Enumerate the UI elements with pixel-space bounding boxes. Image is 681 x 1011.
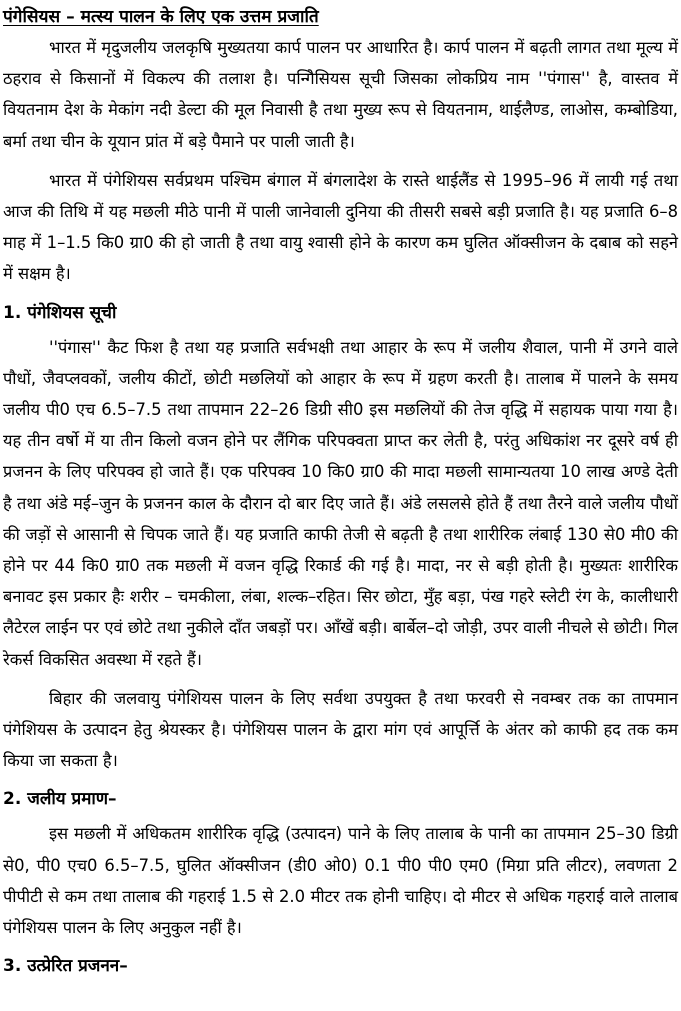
section-paragraph: इस मछली में अधिकतम शारीरिक वृद्धि (उत्पादन) पाने के लिए तालाब के पानी का तापमान 25–30 डिग्री से0, पी0 एच0 6.5–7.5, घुलित ऑक्सीजन (डी0 ओ0) 0.1 पी0 पी0 एम0 (मिग्रा प्रति लीटर), लवणता 2 पीपीटी से कम तथा तालाब की गहराई 1.5 से 2.0 मीटर तक होनी चाहिए। दो मीटर से अधिक गहराई वाले तालाब पंगेशियस पालन के लिए अनुकुल नहीं है। xyxy=(3,824,678,938)
section-induced-breeding xyxy=(3,951,678,981)
section-heading: 3. उत्प्रेरित प्रजनन– xyxy=(3,956,128,977)
intro-paragraph: भारत में मृदुजलीय जलकृषि मुख्यतया कार्प पालन पर आधारित है। कार्प पालन में बढ़ती लागत तथा मूल्य में ठहराव से किसानों में विकल्प की तलाश है। पन्गिेसियस सूची जिसका लोकप्रिय नाम ''पंगास'' है, वास्तव में वियतनाम देश के मेकांग नदी डेल्टा की मूल निवासी है तथा मुख्य रूप से वियतनाम, थाईलैण्ड, लाओस, कम्बोडिया, बर्मा तथा चीन के यूयान प्रांत में बड़े पैमाने पर पाली जाती है। xyxy=(3,38,678,151)
section-heading: 1. पंगेशियस सूची xyxy=(3,302,117,323)
section-heading: 2. जलीय प्रमाण– xyxy=(3,789,117,810)
intro-paragraph: भारत में पंगेशियस सर्वप्रथम पश्चिम बंगाल में बंगलादेश के रास्ते थाईलैंड से 1995–96 में लायी गई तथा आज की तिथि में यह मछली मीठे पानी में पाली जानेवाली दुनिया की तीसरी सबसे बड़ी प्रजाति है। यह प्रजाति 6–8 माह में 1–1.5 कि0 ग्रा0 की हो जाती है तथा वायु श्वासी होने के कारण कम घुलित ऑक्सीजन के दबाब को सहने में सक्षम है। xyxy=(3,170,678,284)
section-pangasius-sutchi xyxy=(3,298,678,777)
section-water-parameters xyxy=(3,784,678,943)
document-title: पंगेसियस – मत्स्य पालन के लिए एक उत्तम प्रजाति xyxy=(3,7,319,27)
section-paragraph: बिहार की जलवायु पंगेशियस पालन के लिए सर्वथा उपयुक्त है तथा फरवरी से नवम्बर तक का तापमान पंगेशियस के उत्पादन हेतु श्रेयस्कर है। पंगेशियस पालन के द्वारा मांग एवं आपूर्त्ति के अंतर को काफी हद तक कम किया जा सकता है। xyxy=(3,688,678,771)
section-paragraph: ''पंगास'' कैट फिश है तथा यह प्रजाति सर्वभक्षी तथा आहार के रूप में जलीय शैवाल, पानी में उगने वाले पौधों, जैवप्लवकों, जलीय कीटों, छोटी मछलियों को आहार के रूप में ग्रहण करती है। तालाब में पालने के समय जलीय पी0 एच 6.5–7.5 तथा तापमान 22–26 डिग्री सी0 इस मछलियों की तेज वृद्धि में सहायक पाया गया है। यह तीन वर्षो में या तीन किलो वजन होने पर लैंगिक परिपक्वता प्राप्त कर लेती है, परंतु अधिकांश नर दूसरे वर्ष ही प्रजनन के लिए परिपक्व हो जाते हैं। एक परिपक्व 10 कि0 ग्रा0 की मादा मछली सामान्यतया 10 लाख अण्डे देती है तथा अंडे मई–जुन के प्रजनन काल के दौरान दो बार दिए जाते हैं। अंडे लसलसे होते हैं तथा तैरने वाले जलीय पौधों की जड़ों से आसानी से चिपक जाते हैं। यह प्रजाति काफी तेजी से बढ़ती है तथा शारीरिक लंबाई 130 से0 मी0 की होने पर 44 कि0 ग्रा0 तक मछली में वजन वृद्धि रिकार्ड की गई है। मादा, नर से बड़ी होती है। मुख्यतः शारीरिक बनावट इस प्रकार हैः शरीर – चमकीला, लंबा, शल्क–रहित। सिर छोटा, मुँह बड़ा, पंख गहरे स्लेटी रंग के, कालीधारी लैटेरल लाईन पर एवं छोटे तथा नुकीले दाँत जबड़ों पर। आँखें बड़ी। बार्बेल–दो जोड़ी, उपर वाली नीचले से छोटी। गिल रेकर्स विकसित अवस्था में रहते हैं। xyxy=(3,337,679,669)
